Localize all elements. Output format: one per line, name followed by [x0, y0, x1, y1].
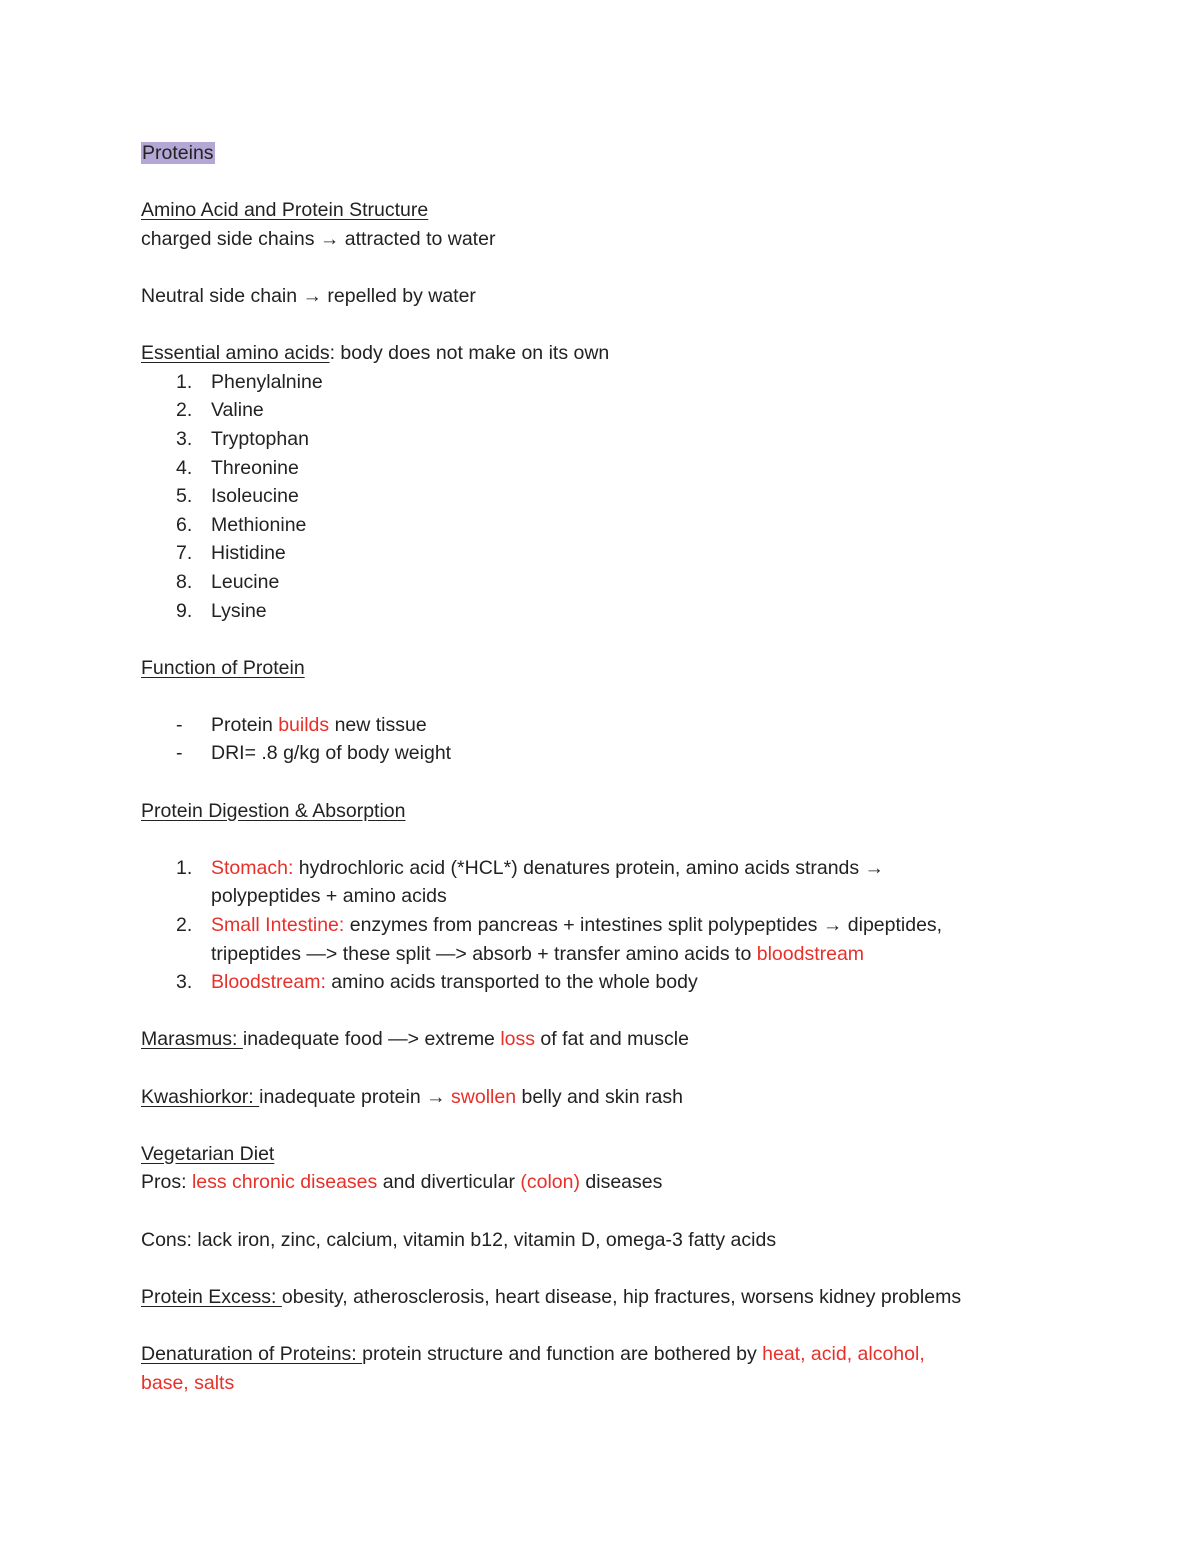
essential-heading: Essential amino acids — [141, 342, 330, 365]
list-item: 3. Bloodstream: amino acids transported to the whole body — [176, 971, 698, 994]
kwashiorkor-line: Kwashiorkor: inadequate protein → swollen belly and skin rash — [141, 1085, 683, 1108]
marasmus-heading: Marasmus: — [141, 1028, 243, 1051]
list-item: 1. Stomach: hydrochloric acid (*HCL*) denatures protein, amino acids strands → — [176, 856, 885, 879]
function-bullet-1: - Protein builds new tissue — [176, 713, 427, 736]
essential-amino-list — [141, 368, 1081, 625]
list-item: 3. Tryptophan — [176, 427, 309, 450]
digestion-list — [141, 854, 1081, 997]
function-heading: Function of Protein — [141, 656, 305, 679]
structure-line-2: Neutral side chain → repelled by water — [141, 284, 476, 307]
vegetarian-pros: Pros: less chronic diseases and diverticular (colon) diseases — [141, 1171, 663, 1194]
vegetarian-cons: Cons: lack iron, zinc, calcium, vitamin b12, vitamin D, omega-3 fatty acids — [141, 1228, 777, 1251]
list-item: 4. Threonine — [176, 456, 299, 479]
marasmus-line: Marasmus: inadequate food —> extreme loss of fat and muscle — [141, 1028, 689, 1051]
denaturation-line: Denaturation of Proteins: protein structure and function are bothered by heat, acid, alcohol, — [141, 1342, 925, 1365]
list-item: 6. Methionine — [176, 513, 307, 536]
document-page — [141, 139, 1081, 1397]
essential-description: : body does not make on its own — [329, 342, 610, 365]
list-item: 2. Small Intestine: enzymes from pancreas + intestines split polypeptides → dipeptides, — [176, 914, 943, 937]
structure-heading-line — [141, 196, 1081, 225]
list-item: 1. Phenylalnine — [176, 370, 323, 393]
digestion-heading: Protein Digestion & Absorption — [141, 799, 406, 822]
vegetarian-heading-line — [141, 1140, 1081, 1169]
function-bullet-2: - DRI= .8 g/kg of body weight — [176, 742, 452, 765]
essential-heading-line — [141, 339, 1081, 368]
list-item: 9. Lysine — [176, 599, 267, 622]
structure-heading: Amino Acid and Protein Structure — [141, 199, 429, 222]
kwashiorkor-heading: Kwashiorkor: — [141, 1085, 260, 1108]
excess-heading: Protein Excess: — [141, 1285, 282, 1308]
list-item: 2. Valine — [176, 399, 264, 422]
structure-line-1: charged side chains → attracted to water — [141, 227, 496, 250]
document-title-line — [141, 139, 1081, 168]
function-heading-line — [141, 654, 1081, 683]
list-item: 7. Histidine — [176, 542, 286, 565]
denaturation-continuation: base, salts — [141, 1371, 235, 1394]
digestion-heading-line — [141, 797, 1081, 826]
denaturation-heading: Denaturation of Proteins: — [141, 1342, 363, 1365]
vegetarian-heading: Vegetarian Diet — [141, 1142, 275, 1165]
list-item: 5. Isoleucine — [176, 485, 299, 508]
list-item-continuation: polypeptides + amino acids — [211, 885, 447, 908]
list-item: 8. Leucine — [176, 570, 280, 593]
excess-line: Protein Excess: obesity, atherosclerosis, heart disease, hip fractures, worsens kidney problems — [141, 1285, 962, 1308]
document-title: Proteins — [142, 142, 214, 164]
list-item-continuation: tripeptides —> these split —> absorb + transfer amino acids to bloodstream — [211, 942, 865, 965]
